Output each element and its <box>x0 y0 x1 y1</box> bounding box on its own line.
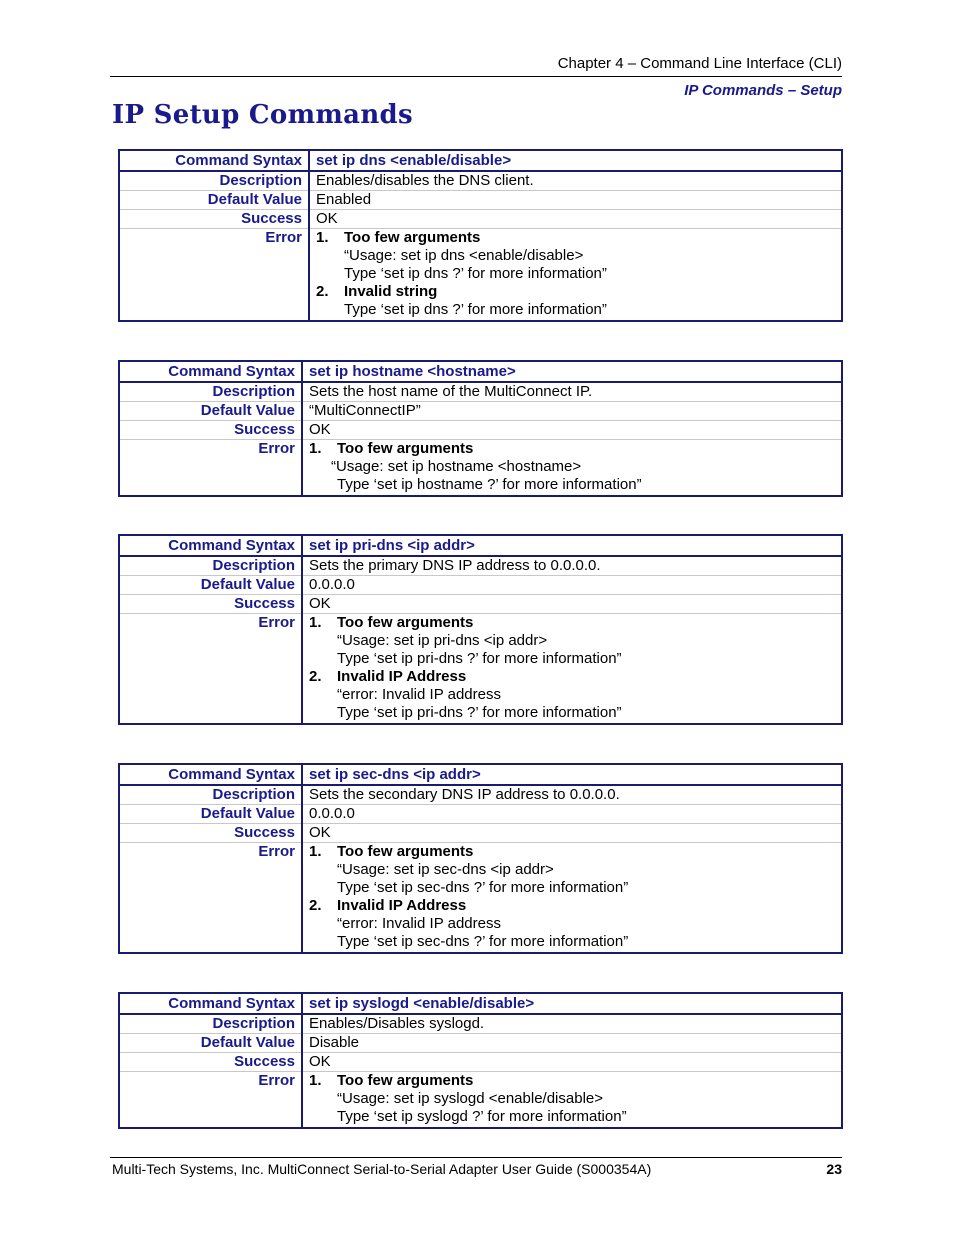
error-message-line: Type ‘set ip sec-dns ?’ for more information” <box>337 879 629 896</box>
table-row <box>119 402 842 421</box>
default-value: 0.0.0.0 <box>302 805 842 824</box>
description-label: Description <box>119 785 302 805</box>
error-message-line: “Usage: set ip hostname <hostname> <box>331 458 582 475</box>
error-title: Too few arguments <box>337 1072 474 1089</box>
error-value <box>302 440 842 497</box>
error-message-line: Type ‘set ip dns ?’ for more information” <box>344 301 607 318</box>
default-label: Default Value <box>119 576 302 595</box>
error-item <box>316 229 835 247</box>
table-row <box>119 361 842 382</box>
error-message-line: Type ‘set ip sec-dns ?’ for more information” <box>337 933 629 950</box>
error-item <box>309 614 835 632</box>
success-label: Success <box>119 824 302 843</box>
table-row <box>119 535 842 556</box>
description-value: Sets the secondary DNS IP address to 0.0.0.0. <box>302 785 842 805</box>
success-label: Success <box>119 1053 302 1072</box>
table-row <box>119 843 842 954</box>
error-number: 2. <box>309 897 322 914</box>
table-row <box>119 764 842 785</box>
header-section: IP Commands – Setup <box>684 82 842 99</box>
table-row <box>119 993 842 1014</box>
error-item <box>309 897 835 915</box>
default-value: Enabled <box>309 191 842 210</box>
table-row <box>119 614 842 725</box>
error-message-line: Type ‘set ip pri-dns ?’ for more information” <box>337 650 622 667</box>
default-label: Default Value <box>119 1034 302 1053</box>
syntax-label: Command Syntax <box>119 361 302 382</box>
error-number: 1. <box>316 229 329 246</box>
description-value: Sets the host name of the MultiConnect IP. <box>302 382 842 402</box>
error-title: Invalid IP Address <box>337 668 467 685</box>
syntax-value: set ip dns <enable/disable> <box>309 150 842 171</box>
syntax-label: Command Syntax <box>119 535 302 556</box>
error-number: 1. <box>309 1072 322 1089</box>
header-chapter: Chapter 4 – Command Line Interface (CLI) <box>557 55 842 72</box>
error-label: Error <box>119 229 309 322</box>
success-value: OK <box>302 1053 842 1072</box>
error-number: 2. <box>316 283 329 300</box>
syntax-value: set ip sec-dns <ip addr> <box>302 764 842 785</box>
error-number: 1. <box>309 843 322 860</box>
footer-rule <box>110 1157 842 1158</box>
syntax-value: set ip hostname <hostname> <box>302 361 842 382</box>
success-label: Success <box>119 210 309 229</box>
error-message-line: Type ‘set ip syslogd ?’ for more information” <box>337 1108 627 1125</box>
table-row <box>119 556 842 576</box>
error-message-line: “error: Invalid IP address <box>337 686 501 703</box>
success-value: OK <box>309 210 842 229</box>
default-label: Default Value <box>119 402 302 421</box>
table-row <box>119 382 842 402</box>
default-value: “MultiConnectIP” <box>302 402 842 421</box>
table-row <box>119 1014 842 1034</box>
table-row <box>119 440 842 497</box>
syntax-value: set ip pri-dns <ip addr> <box>302 535 842 556</box>
success-value: OK <box>302 595 842 614</box>
error-message-line: Type ‘set ip dns ?’ for more information” <box>344 265 607 282</box>
table-row <box>119 171 842 191</box>
error-title: Invalid string <box>344 283 438 300</box>
error-value <box>302 843 842 954</box>
error-value <box>302 614 842 725</box>
error-title: Too few arguments <box>337 843 474 860</box>
error-message-line: “Usage: set ip dns <enable/disable> <box>344 247 584 264</box>
command-table <box>118 992 843 1129</box>
default-label: Default Value <box>119 805 302 824</box>
header-rule <box>110 76 842 77</box>
error-item <box>309 440 835 458</box>
table-row <box>119 421 842 440</box>
syntax-value: set ip syslogd <enable/disable> <box>302 993 842 1014</box>
table-row <box>119 1072 842 1129</box>
description-label: Description <box>119 171 309 191</box>
table-row <box>119 210 842 229</box>
table-row <box>119 805 842 824</box>
error-number: 2. <box>309 668 322 685</box>
error-message-line: Type ‘set ip hostname ?’ for more information” <box>337 476 642 493</box>
error-message-line: “error: Invalid IP address <box>337 915 501 932</box>
table-row <box>119 150 842 171</box>
syntax-label: Command Syntax <box>119 150 309 171</box>
description-label: Description <box>119 1014 302 1034</box>
error-number: 1. <box>309 614 322 631</box>
error-title: Too few arguments <box>337 440 474 457</box>
table-row <box>119 785 842 805</box>
syntax-label: Command Syntax <box>119 764 302 785</box>
description-value: Enables/Disables syslogd. <box>302 1014 842 1034</box>
success-value: OK <box>302 421 842 440</box>
error-title: Invalid IP Address <box>337 897 467 914</box>
table-row <box>119 595 842 614</box>
table-row <box>119 229 842 322</box>
error-title: Too few arguments <box>344 229 481 246</box>
description-value: Sets the primary DNS IP address to 0.0.0.0. <box>302 556 842 576</box>
error-message-line: “Usage: set ip pri-dns <ip addr> <box>337 632 548 649</box>
error-message-line: Type ‘set ip pri-dns ?’ for more information” <box>337 704 622 721</box>
error-value <box>302 1072 842 1129</box>
footer-text: Multi-Tech Systems, Inc. MultiConnect Serial-to-Serial Adapter User Guide (S000354A) <box>112 1161 652 1177</box>
success-label: Success <box>119 595 302 614</box>
success-value: OK <box>302 824 842 843</box>
command-table <box>118 534 843 725</box>
table-row <box>119 191 842 210</box>
error-label: Error <box>119 843 302 954</box>
error-label: Error <box>119 614 302 725</box>
default-value: 0.0.0.0 <box>302 576 842 595</box>
success-label: Success <box>119 421 302 440</box>
command-table <box>118 763 843 954</box>
table-row <box>119 1034 842 1053</box>
error-label: Error <box>119 440 302 497</box>
error-message-line: “Usage: set ip sec-dns <ip addr> <box>337 861 554 878</box>
default-label: Default Value <box>119 191 309 210</box>
command-table <box>118 149 843 322</box>
error-label: Error <box>119 1072 302 1129</box>
footer-page-number: 23 <box>826 1161 842 1177</box>
error-item <box>316 283 835 301</box>
error-item <box>309 668 835 686</box>
default-value: Disable <box>302 1034 842 1053</box>
error-message-line: “Usage: set ip syslogd <enable/disable> <box>337 1090 604 1107</box>
error-title: Too few arguments <box>337 614 474 631</box>
description-label: Description <box>119 382 302 402</box>
syntax-label: Command Syntax <box>119 993 302 1014</box>
table-row <box>119 1053 842 1072</box>
error-item <box>309 843 835 861</box>
page-title: IP Setup Commands <box>112 100 413 130</box>
table-row <box>119 576 842 595</box>
error-value <box>309 229 842 322</box>
description-value: Enables/disables the DNS client. <box>309 171 842 191</box>
table-row <box>119 824 842 843</box>
description-label: Description <box>119 556 302 576</box>
error-number: 1. <box>309 440 322 457</box>
error-item <box>309 1072 835 1090</box>
command-table <box>118 360 843 497</box>
